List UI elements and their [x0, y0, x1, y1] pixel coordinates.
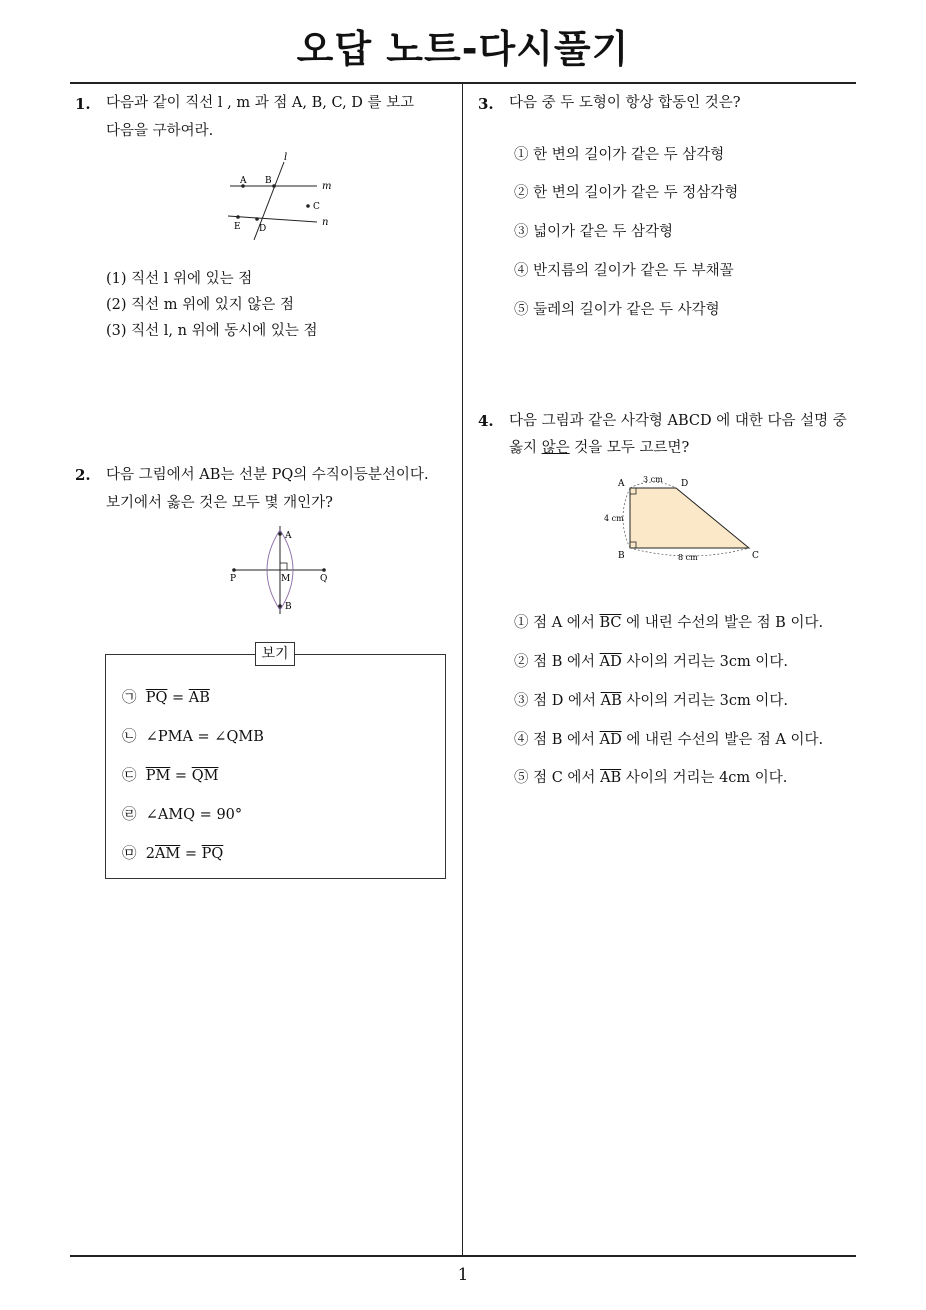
bogi-text-2: ∠PMA = ∠QMB [145, 729, 264, 745]
q1-text-1: 다음과 같이 직선 l , m 과 점 A, B, C, D 를 보고 [106, 95, 415, 111]
q2-number: 2. [75, 466, 91, 484]
q3-text: 다음 중 두 도형이 항상 합동인 것은? [509, 95, 741, 111]
bogi-item-3: ㉢ $\overline{PM} = \overline{QM}$ [122, 768, 219, 784]
q1-text-2: 다음을 구하여라. [106, 123, 214, 139]
q1-label-n: n [322, 217, 329, 228]
bogi-text-4: ∠AMQ = 90° [145, 807, 243, 823]
q1-item-2: (2) 직선 m 위에 있지 않은 점 [106, 297, 295, 313]
bogi-mark-2: ㉡ [122, 729, 137, 745]
q3-option-3: ③ 넓이가 같은 두 삼각형 [514, 224, 673, 240]
q3-option-1: ① 한 변의 길이가 같은 두 삼각형 [514, 147, 725, 163]
q1-label-A: A [240, 176, 247, 186]
q3-option-4: ④ 반지름의 길이가 같은 두 부채꼴 [514, 263, 734, 279]
q1-item-3: (3) 직선 l, n 위에 동시에 있는 점 [106, 323, 318, 339]
q3-number: 3. [478, 95, 494, 113]
q1-label-C: C [313, 202, 320, 212]
q4-figure [600, 472, 770, 564]
q3-option-5: ⑤ 둘레의 길이가 같은 두 사각형 [514, 302, 720, 318]
q2-label-P: P [230, 574, 237, 584]
q4-text-1: 다음 그림과 같은 사각형 ABCD 에 대한 다음 설명 중 [509, 413, 847, 429]
bogi-mark-4: ㉣ [122, 807, 137, 823]
bogi-mark-1: ㉠ [122, 690, 137, 706]
bogi-label: 보기 [255, 642, 295, 666]
q1-figure [222, 150, 342, 240]
q1-label-m: m [322, 181, 332, 192]
q4-option-2: ② 점 B 에서 $\overline{AD}$ 사이의 거리는 3cm 이다. [514, 654, 788, 670]
q4-option-5: ⑤ 점 C 에서 $\overline{AB}$ 사이의 거리는 4cm 이다. [514, 770, 788, 786]
q4-option-4: ④ 점 B 에서 $\overline{AD}$ 에 내린 수선의 발은 점 A 이다. [514, 732, 824, 748]
page-number: 1 [457, 1265, 469, 1285]
q1-item-1: (1) 직선 l 위에 있는 점 [106, 271, 253, 287]
q4-label-top: 3 cm [643, 475, 663, 484]
bogi-item-1: ㉠ $\overline{PQ} = \overline{AB}$ [122, 690, 210, 706]
q4-number: 4. [478, 412, 494, 430]
q2-text-1: 다음 그림에서 AB는 선분 PQ의 수직이등분선이다. [106, 467, 429, 483]
top-rule [70, 82, 856, 84]
q3-option-2: ② 한 변의 길이가 같은 두 정삼각형 [514, 185, 739, 201]
bogi-item-5: ㉤ $2\overline{AM} = \overline{PQ}$ [122, 846, 224, 862]
q2-label-M: M [281, 574, 291, 584]
q2-label-A: A [285, 531, 292, 541]
q4-label-B: B [618, 551, 625, 561]
bogi-item-4 [122, 803, 242, 824]
page-title: 오답 노트-다시풀기 [296, 27, 630, 71]
q4-label-D: D [681, 479, 689, 489]
bogi-mark-3: ㉢ [122, 768, 137, 784]
q1-label-D: D [259, 224, 267, 234]
q2-label-Q: Q [320, 574, 328, 584]
q4-label-bottom: 8 cm [678, 553, 698, 562]
q1-label-B: B [265, 176, 272, 186]
q4-label-A: A [618, 479, 625, 489]
q1-label-l: l [284, 152, 288, 163]
q1-number: 1. [75, 95, 91, 113]
bottom-rule [70, 1255, 856, 1257]
column-divider [462, 83, 463, 1256]
q1-label-E: E [234, 222, 241, 232]
q4-option-1: ① 점 A 에서 $\overline{BC}$ 에 내린 수선의 발은 점 B 이다. [514, 615, 824, 631]
bogi-item-2 [122, 725, 264, 746]
bogi-mark-5: ㉤ [122, 846, 137, 862]
q4-text-2: 옳지 않은 것을 모두 고르면? [509, 440, 690, 456]
q4-label-left: 4 cm [604, 514, 624, 523]
q4-label-C: C [752, 551, 759, 561]
q4-option-3: ③ 점 D 에서 $\overline{AB}$ 사이의 거리는 3cm 이다. [514, 693, 788, 709]
q2-label-B: B [285, 602, 292, 612]
q2-text-2: 보기에서 옳은 것은 모두 몇 개인가? [106, 495, 333, 511]
q4-underlined-word: 않은 [541, 440, 570, 456]
q2-figure [228, 524, 338, 616]
